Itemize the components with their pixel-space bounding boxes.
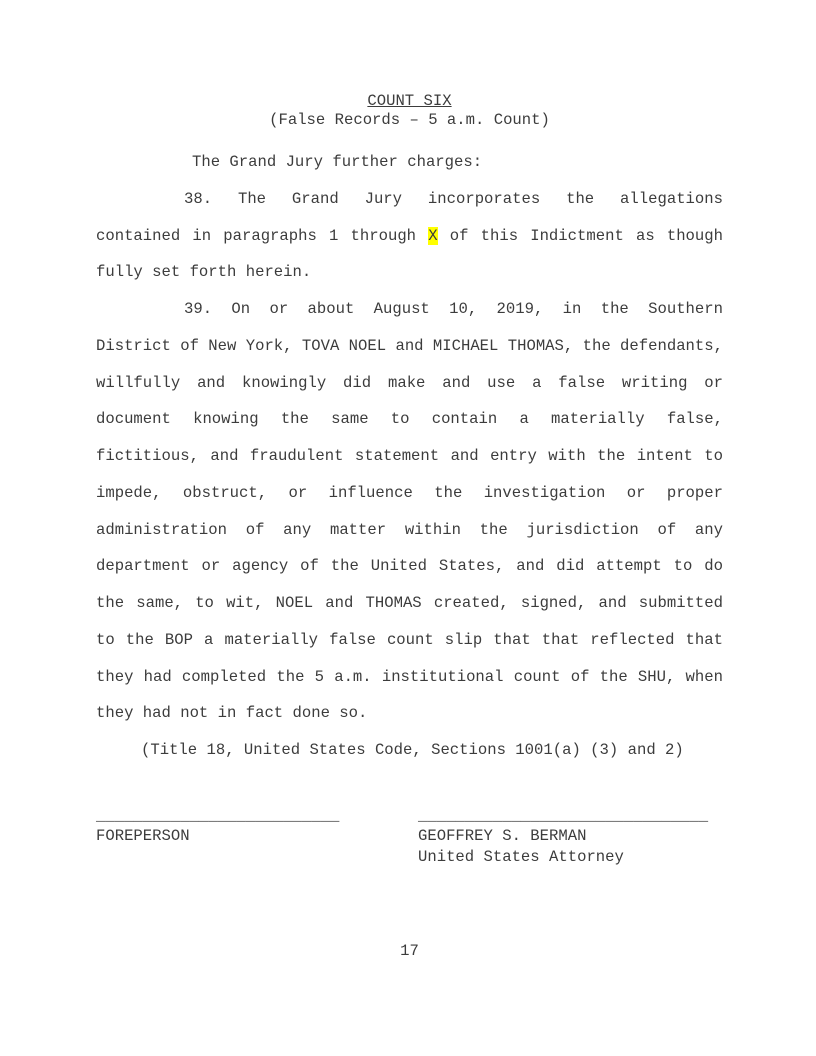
paragraph-39-line-5: fictitious, and fraudulent statement and entry with the intent to [96,447,723,465]
document-content [96,0,723,970]
paragraph-39-line-6: impede, obstruct, or influence the investigation or proper [96,483,723,502]
paragraph-38 [96,181,723,291]
intro-line: The Grand Jury further charges: [192,153,483,171]
foreperson-signature [96,806,418,868]
count-title [96,92,723,111]
paragraph-39-line-1: 39. On or about August 10, 2019, in the Southern [184,300,723,318]
body-paragraphs [96,181,723,732]
paragraph-39-line-8: department or agency of the United States, and did attempt to do [96,557,723,576]
paragraph-39-line-11: they had completed the 5 a.m. institutional count of the SHU, when [96,667,723,686]
paragraph-39-line-10: to the BOP a materially false count slip that that reflected that [96,630,723,649]
paragraph-39-line-4: document knowing the same to contain a materially false, [96,410,723,429]
attorney-signature-line: _______________________________ [418,806,709,825]
foreperson-signature-line: __________________________ [96,806,340,825]
highlighted-text: X [428,226,438,245]
attorney-name: GEOFFREY S. BERMAN [418,827,587,846]
paragraph-39-line-3: willfully and knowingly did make and use a false writing or [96,373,723,392]
count-header [96,92,723,130]
paragraph-39-line-12: they had not in fact done so. [96,704,368,723]
attorney-title: United States Attorney [418,847,624,866]
count-title-text: COUNT SIX [367,92,452,110]
paragraph-38-line-2: contained in paragraphs 1 through X of this Indictment as though [96,226,723,245]
paragraph-39-line-7: administration of any matter within the jurisdiction of any [96,520,723,539]
paragraph-38-line-3: fully set forth herein. [96,263,312,282]
paragraph-39 [96,291,723,732]
paragraph-38-line-1: 38. The Grand Jury incorporates the allegations [184,189,723,208]
paragraph-39-line-2: District of New York, TOVA NOEL and MICHAEL THOMAS, the defendants, [96,336,723,355]
page-number: 17 [400,942,419,961]
citation-line: (Title 18, United States Code, Sections 1001(a) (3) and 2) [141,741,684,759]
foreperson-label: FOREPERSON [96,827,190,846]
signature-block [96,806,723,868]
paragraph-39-line-9: the same, to wit, NOEL and THOMAS created, signed, and submitted [96,594,723,612]
count-subtitle: (False Records – 5 a.m. Count) [269,111,550,129]
attorney-signature [418,806,723,868]
